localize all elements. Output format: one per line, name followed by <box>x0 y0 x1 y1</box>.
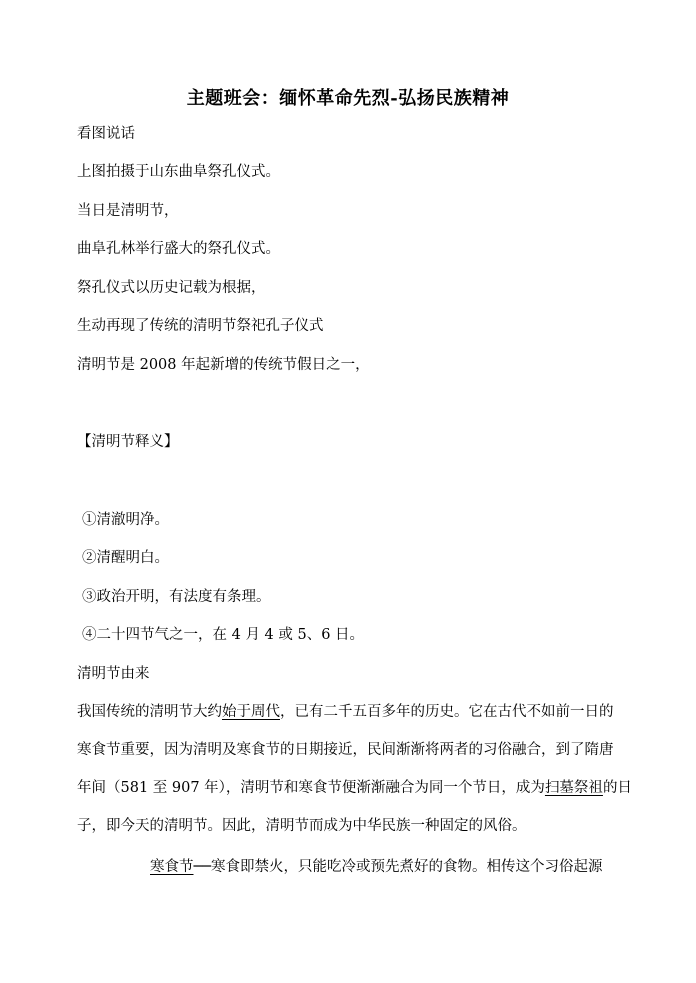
underlined-term-tomb-sweeping: 扫墓祭祖 <box>544 780 603 796</box>
definition-item: ④二十四节气之一，在 4 月 4 或 5、6 日。 <box>82 627 365 643</box>
underlined-term-cold-food-festival: 寒食节 <box>150 859 194 875</box>
underlined-term-zhou-dynasty: 始于周代 <box>222 704 280 720</box>
text-line-ceremony: 曲阜孔林举行盛大的祭孔仪式。 <box>77 241 280 257</box>
origin-paragraph <box>77 702 632 854</box>
definition-item: ③政治开明，有法度有条理。 <box>82 589 271 605</box>
paragraph-line <box>77 778 632 816</box>
text-line-look-and-talk: 看图说话 <box>77 126 135 142</box>
paragraph-text: 年间（581 至 907 年），清明节和寒食节便渐渐融合为同一个节日，成为 <box>77 780 545 796</box>
text-line-history-basis: 祭孔仪式以历史记载为根据， <box>77 280 266 296</box>
text-line-reenactment: 生动再现了传统的清明节祭祀孔子仪式 <box>77 318 324 334</box>
paragraph-line: 寒食节重要，因为清明及寒食节的日期接近，民间渐渐将两者的习俗融合，到了隋唐 <box>77 742 614 758</box>
cold-food-festival-line <box>150 857 602 877</box>
paragraph-line <box>77 702 622 740</box>
paragraph-line: 子，即今天的清明节。因此，清明节而成为中华民族一种固定的风俗。 <box>77 818 527 834</box>
text-line-photo-caption: 上图拍摄于山东曲阜祭孔仪式。 <box>77 164 280 180</box>
paragraph-text: 的日 <box>602 780 632 796</box>
definition-item: ②清醒明白。 <box>82 550 169 566</box>
section-heading-origin: 清明节由来 <box>77 666 150 682</box>
paragraph-text: ──寒食即禁火，只能吃冷或预先煮好的食物。相传这个习俗起源 <box>193 859 603 875</box>
text-line-qingming-day: 当日是清明节， <box>77 203 179 219</box>
definition-item: ①清澈明净。 <box>82 512 169 528</box>
section-heading-definition: 【清明节释义】 <box>77 434 179 450</box>
text-line-holiday-2008: 清明节是 2008 年起新增的传统节假日之一， <box>77 357 370 373</box>
page-title: 主题班会：缅怀革命先烈-弘扬民族精神 <box>186 88 510 109</box>
paragraph-text: 我国传统的清明节大约 <box>77 704 222 720</box>
paragraph-text: ，已有二千五百多年的历史。它在古代不如前一日的 <box>280 704 614 720</box>
